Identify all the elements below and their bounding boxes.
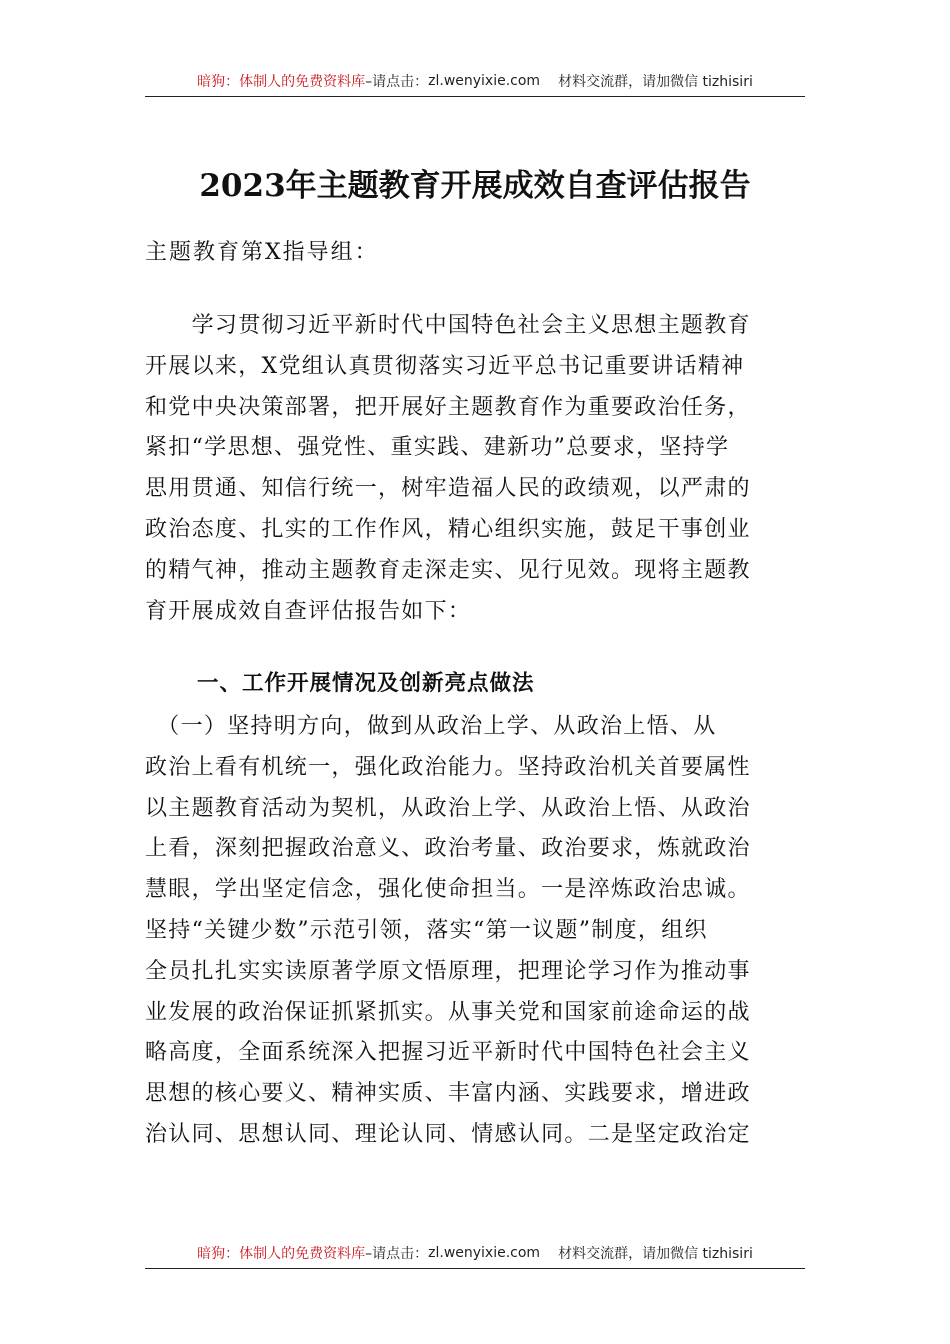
footer-url-link[interactable]: zl.wenyixie.com: [428, 1245, 541, 1261]
page-footer-banner: [145, 1238, 805, 1269]
text-line: 思用贯通、知信行统一，树牢造福人民的政绩观，以严肃的: [145, 476, 751, 502]
intro-paragraph: [145, 306, 810, 632]
text-line: 和党中央决策部署，把开展好主题教育作为重要政治任务，: [145, 394, 751, 420]
header-brand: 暗狗：体制人的免费资料库: [197, 74, 366, 90]
footer-prompt: –请点击：: [365, 1246, 429, 1262]
header-url-link[interactable]: zl.wenyixie.com: [428, 73, 541, 89]
text-line: 治认同、思想认同、理论认同、情感认同。二是坚定政治定: [145, 1121, 751, 1147]
text-line: 坚持“关键少数”示范引领，落实“第一议题”制度，组织: [145, 917, 708, 943]
page-header-banner: [145, 66, 805, 97]
document-title: 2023年主题教育开展成效自查评估报告: [199, 168, 751, 204]
text-line: 学习贯彻习近平新时代中国特色社会主义思想主题教育: [145, 313, 751, 338]
text-line: 以主题教育活动为契机，从政治上学、从政治上悟、从政治: [145, 795, 751, 821]
text-line: 政治上看有机统一，强化政治能力。坚持政治机关首要属性: [145, 754, 751, 780]
section-heading: 一、工作开展情况及创新亮点做法: [197, 671, 535, 696]
footer-brand: 暗狗：体制人的免费资料库: [197, 1246, 366, 1262]
text-line: 略高度，全面系统深入把握习近平新时代中国特色社会主义: [145, 1040, 751, 1066]
text-line: 业发展的政治保证抓紧抓实。从事关党和国家前途命运的战: [145, 999, 751, 1025]
text-line: 上看，深刻把握政治意义、政治考量、政治要求，炼就政治: [145, 836, 751, 862]
footer-contact: 材料交流群，请加微信 tizhisiri: [558, 1246, 753, 1262]
header-prompt: –请点击：: [365, 74, 429, 90]
text-line: 慧眼，学出坚定信念，强化使命担当。一是淬炼政治忠诚。: [145, 877, 751, 903]
header-contact: 材料交流群，请加微信 tizhisiri: [558, 74, 753, 90]
salutation: 主题教育第X指导组：: [145, 240, 379, 265]
text-line: 全员扎扎实实读原著学原文悟原理，把理论学习作为推动事: [145, 958, 751, 984]
section-paragraph: [145, 707, 810, 1156]
text-line: 的精气神，推动主题教育走深走实、见行见效。现将主题教: [145, 557, 751, 583]
text-line: 思想的核心要义、精神实质、丰富内涵、实践要求，增进政: [145, 1081, 751, 1107]
text-line: 紧扣“学思想、强党性、重实践、建新功”总要求，坚持学: [145, 435, 730, 461]
text-line: 开展以来，X党组认真贯彻落实习近平总书记重要讲话精神: [145, 353, 745, 379]
text-line: 政治态度、扎实的工作作风，精心组织实施，鼓足干事创业: [145, 516, 751, 542]
text-line: 育开展成效自查评估报告如下：: [145, 598, 472, 624]
text-line: （一）坚持明方向，做到从政治上学、从政治上悟、从: [145, 714, 717, 739]
